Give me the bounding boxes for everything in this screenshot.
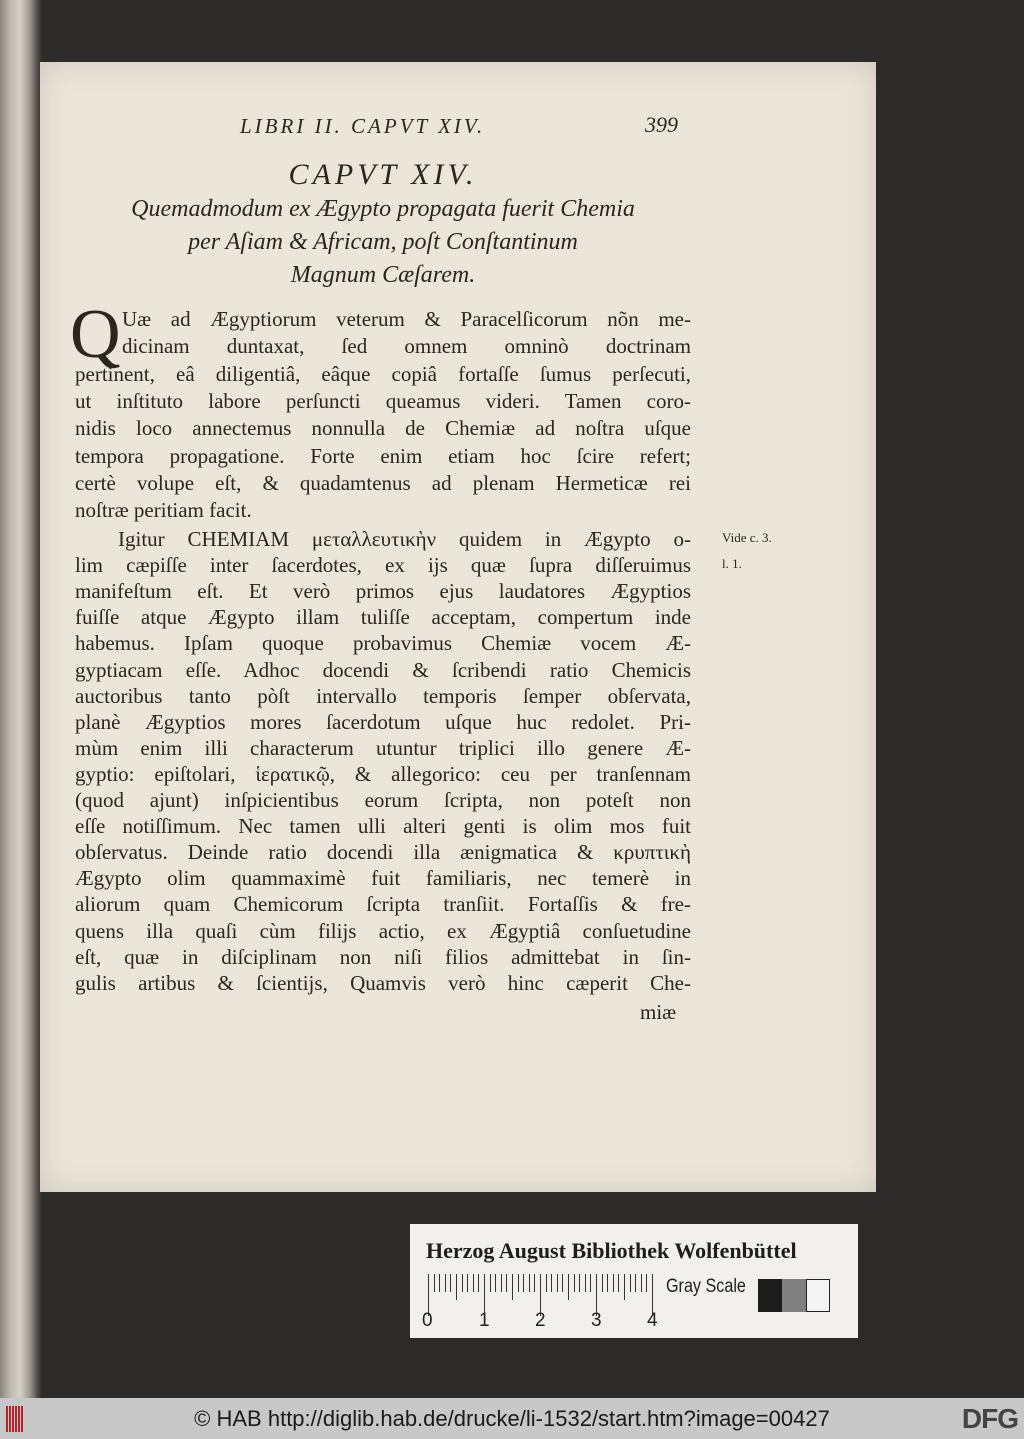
swatch-black bbox=[758, 1279, 782, 1312]
ruler-tick bbox=[518, 1274, 519, 1292]
swatch-white bbox=[806, 1279, 830, 1312]
text-line: aliorum quam Chemicorum ſcripta tranſiit. Fortaſſis & fre- bbox=[75, 892, 691, 917]
ruler-tick bbox=[635, 1274, 636, 1292]
copyright-link[interactable]: © HAB http://diglib.hab.de/drucke/li-1532/start.htm?image=00427 bbox=[194, 1406, 830, 1431]
ruler-label: 4 bbox=[647, 1310, 658, 1331]
ruler-tick bbox=[551, 1274, 552, 1292]
text-line: tempora propagatione. Forte enim etiam hoc ſcire refert; bbox=[75, 443, 691, 468]
text-line: obſervatus. Deinde ratio docendi illa ænigmatica & κρυπτικὴ bbox=[75, 840, 691, 865]
subtitle-line: Magnum Cæſarem. bbox=[290, 262, 476, 288]
text-line: noſtræ peritiam facit. bbox=[75, 498, 252, 523]
ruler-tick bbox=[490, 1274, 491, 1292]
text-line: mùm enim illi characterum utuntur triplici illo genere Æ- bbox=[75, 735, 691, 760]
margin-note: Vide c. 3. bbox=[722, 530, 772, 545]
gray-scale-label: Gray Scale bbox=[666, 1276, 746, 1297]
ruler-tick bbox=[613, 1274, 614, 1292]
card-title: Herzog August Bibliothek Wolfenbüttel bbox=[426, 1238, 797, 1263]
ruler-tick bbox=[590, 1274, 591, 1292]
ruler-tick bbox=[523, 1274, 524, 1292]
text-line: (quod ajunt) inſpicientibus eorum ſcripta, non poteſt non bbox=[75, 788, 691, 812]
text-line: Igitur CHEMIAM μεταλλευτικὴν quidem in Ægypto o- bbox=[118, 527, 691, 551]
subtitle-line: Quemadmodum ex Ægypto propagata fuerit Chemia bbox=[131, 196, 635, 222]
ruler-tick bbox=[478, 1274, 479, 1292]
ruler-tick bbox=[439, 1274, 440, 1292]
text-line: certè volupe eſt, & quadamtenus ad plenam Hermeticæ rei bbox=[75, 470, 691, 495]
ruler-tick bbox=[607, 1274, 608, 1292]
ruler-tick bbox=[579, 1274, 580, 1292]
ruler-tick bbox=[473, 1274, 474, 1292]
ruler-tick bbox=[529, 1274, 530, 1292]
ruler-tick bbox=[630, 1274, 631, 1292]
ruler-tick bbox=[445, 1274, 446, 1292]
text-line: lim cæpiſſe inter ſacerdotes, ex ijs quæ ſupra diſſeruimus bbox=[75, 553, 691, 578]
ruler-tick bbox=[602, 1274, 603, 1292]
ruler-tick bbox=[506, 1274, 507, 1292]
ruler-tick bbox=[501, 1274, 502, 1292]
ruler-tick bbox=[467, 1274, 468, 1292]
ruler-label: 3 bbox=[591, 1310, 602, 1331]
text-line: ut inſtituto labore perſuncti queamus videri. Tamen coro- bbox=[75, 388, 691, 413]
ruler-tick bbox=[624, 1274, 625, 1300]
text-line: quens illa quaſi cùm filijs actio, ex Ægyptiâ conſuetudine bbox=[75, 918, 691, 943]
ruler-tick bbox=[574, 1274, 575, 1292]
text-line: eſſe notiſſimum. Nec tamen ulli alteri genti is olim mos fuit bbox=[75, 814, 691, 839]
ruler-label: 1 bbox=[479, 1310, 490, 1331]
ruler-tick bbox=[434, 1274, 435, 1292]
text-line: habemus. Ipſam quoque probavimus Chemiæ vocem Æ- bbox=[75, 631, 691, 656]
text-line: pertinent, eâ diligentiâ, eâque copiâ fortaſſe ſumus perſecuti, bbox=[75, 361, 691, 386]
text-line: fuiſſe atque Ægypto illam tuliſſe acceptam, compertum inde bbox=[75, 605, 691, 630]
ruler-tick bbox=[462, 1274, 463, 1292]
text-line: Ægypto olim quammaximè fuit familiaris, nec temerè in bbox=[75, 866, 691, 891]
ruler-tick bbox=[495, 1274, 496, 1292]
subtitle-line: per Aſiam & Africam, poſt Conſtantinum bbox=[188, 229, 578, 255]
text-line: auctoribus tanto pòſt intervallo temporis ſemper obſervata, bbox=[75, 683, 691, 708]
color-calibration-card bbox=[410, 1224, 858, 1338]
drop-cap: Q bbox=[70, 296, 121, 373]
text-line: gyptio: epiſtolari, ἱερατικῷ, & allegorico: ceu per tranſennam bbox=[75, 761, 691, 786]
text-line: nidis loco annectemus nonnulla de Chemiæ ad noſtra uſque bbox=[75, 416, 691, 441]
ruler-tick bbox=[618, 1274, 619, 1292]
ruler-tick bbox=[456, 1274, 457, 1300]
text-line: planè Ægyptios mores ſacerdotum uſque huc redolet. Pri- bbox=[75, 709, 691, 734]
ruler-label: 0 bbox=[422, 1310, 433, 1331]
page-number: 399 bbox=[645, 112, 678, 137]
ruler-tick bbox=[534, 1274, 535, 1292]
text-line: gyptiacam eſſe. Adhoc docendi & ſcribendi ratio Chemicis bbox=[75, 657, 691, 682]
ruler-tick bbox=[568, 1274, 569, 1300]
ruler-tick bbox=[646, 1274, 647, 1292]
text-line: Uæ ad Ægyptiorum veterum & Paracelſicorum nõn me- bbox=[122, 307, 691, 331]
ruler-tick bbox=[450, 1274, 451, 1292]
text-line: manifeſtum eſt. Et verò primos ejus laudatores Ægyptios bbox=[75, 579, 691, 604]
book-page-edges bbox=[0, 0, 42, 1398]
swatch-gray bbox=[782, 1279, 806, 1312]
chapter-title: CAPVT XIV. bbox=[288, 158, 478, 191]
text-line: dicinam duntaxat, ſed omnem omninò doctrinam bbox=[122, 334, 691, 359]
ruler-tick bbox=[641, 1274, 642, 1292]
ruler-tick bbox=[512, 1274, 513, 1300]
footer-bar bbox=[0, 1398, 1024, 1439]
ruler-tick bbox=[546, 1274, 547, 1292]
ruler-tick bbox=[557, 1274, 558, 1292]
catchword: miæ bbox=[640, 1000, 677, 1024]
text-line: gulis artibus & ſcientijs, Quamvis verò hinc cæperit Che- bbox=[75, 970, 691, 995]
margin-note: l. 1. bbox=[722, 556, 742, 571]
ruler-tick bbox=[585, 1274, 586, 1292]
dfg-logo: DFG bbox=[961, 1403, 1018, 1434]
running-head: LIBRI II. CAPVT XIV. bbox=[240, 114, 486, 138]
ruler-tick bbox=[562, 1274, 563, 1292]
ruler-label: 2 bbox=[535, 1310, 546, 1331]
text-line: eſt, quæ in diſciplinam non niſi filios admittebat in ſin- bbox=[75, 944, 691, 969]
